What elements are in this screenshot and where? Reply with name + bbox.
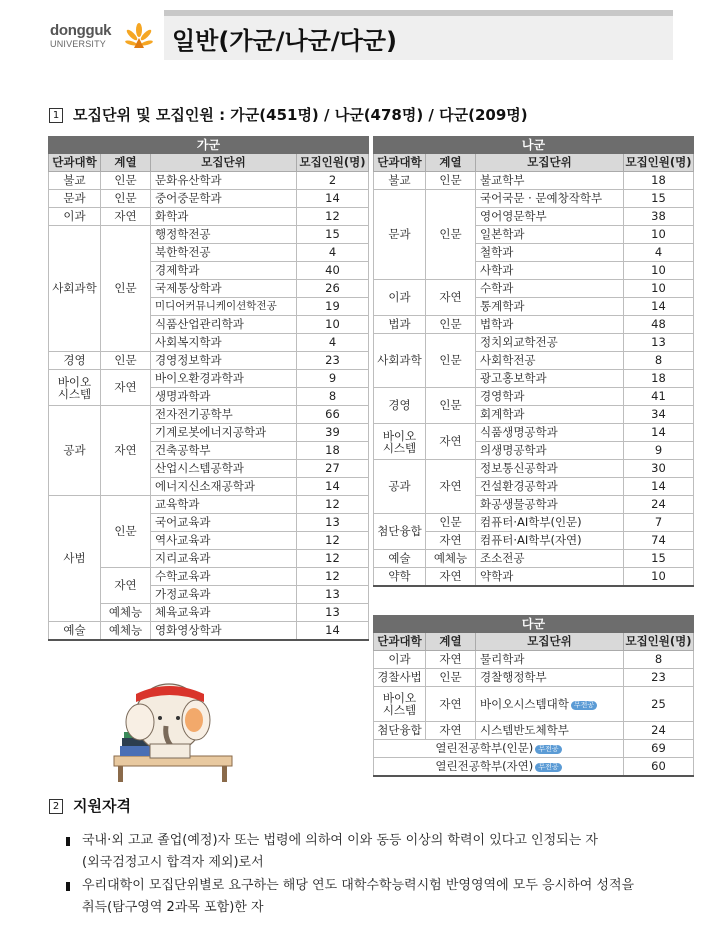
table-caption: 나군 bbox=[374, 137, 694, 154]
table-cell: 74 bbox=[624, 532, 694, 550]
table-row bbox=[374, 460, 694, 478]
table-cell: 산업시스템공학과 bbox=[151, 460, 297, 478]
col-header: 모집단위 bbox=[151, 154, 297, 172]
col-header: 모집인원(명) bbox=[624, 154, 694, 172]
table-cell: 이과 bbox=[374, 280, 426, 316]
table-cell: 체육교육과 bbox=[151, 604, 297, 622]
table-row bbox=[374, 740, 694, 758]
table-cell: 예체능 bbox=[101, 604, 151, 622]
table-row bbox=[374, 550, 694, 568]
table-row bbox=[374, 758, 694, 777]
no-major-badge: 무전공 bbox=[571, 701, 597, 710]
section-2-title: 지원자격 bbox=[73, 797, 131, 815]
table-cell: 9 bbox=[297, 370, 369, 388]
table-row bbox=[374, 388, 694, 406]
table-row bbox=[374, 280, 694, 298]
table-row bbox=[374, 424, 694, 442]
table-cell: 불교학부 bbox=[476, 172, 624, 190]
table-cell: 행정학전공 bbox=[151, 226, 297, 244]
table-cell: 자연 bbox=[426, 460, 476, 514]
table-cell: 66 bbox=[297, 406, 369, 424]
table-cell: 60 bbox=[624, 758, 694, 777]
elephant-mascot-illustration bbox=[104, 660, 234, 785]
logo-subtext: UNIVERSITY bbox=[50, 39, 107, 49]
table-cell: 가정교육과 bbox=[151, 586, 297, 604]
table-cell: 사회학전공 bbox=[476, 352, 624, 370]
table-cell: 조소전공 bbox=[476, 550, 624, 568]
table-cell: 통계학과 bbox=[476, 298, 624, 316]
col-header: 모집인원(명) bbox=[624, 633, 694, 651]
table-cell: 식품생명공학과 bbox=[476, 424, 624, 442]
table-cell: 생명과학과 bbox=[151, 388, 297, 406]
table-cell: 4 bbox=[297, 334, 369, 352]
table-cell: 예술 bbox=[49, 622, 101, 641]
table-cell: 13 bbox=[297, 586, 369, 604]
table-cell: 인문 bbox=[426, 669, 476, 687]
table-cell: 첨단융합 bbox=[374, 514, 426, 550]
table-cell: 이과 bbox=[49, 208, 101, 226]
table-cell: 문과 bbox=[49, 190, 101, 208]
table-cell: 39 bbox=[297, 424, 369, 442]
table-cell: 컴퓨터·AI학부(자연) bbox=[476, 532, 624, 550]
table-cell: 4 bbox=[297, 244, 369, 262]
no-major-badge: 무전공 bbox=[535, 745, 561, 754]
table-cell: 예체능 bbox=[426, 550, 476, 568]
table-cell: 12 bbox=[297, 208, 369, 226]
table-cell: 불교 bbox=[374, 172, 426, 190]
section-1-heading bbox=[49, 104, 528, 125]
table-row bbox=[49, 622, 369, 641]
table-cell: 컴퓨터·AI학부(인문) bbox=[476, 514, 624, 532]
table-row bbox=[49, 172, 369, 190]
section-2-heading bbox=[49, 795, 131, 816]
col-header: 단과대학 bbox=[374, 633, 426, 651]
table-cell: 국제통상학과 bbox=[151, 280, 297, 298]
lotus-icon bbox=[124, 22, 154, 52]
table-row bbox=[49, 226, 369, 244]
table-cell: 8 bbox=[624, 651, 694, 669]
table-cell: 18 bbox=[297, 442, 369, 460]
table-cell: 법학과 bbox=[476, 316, 624, 334]
table-cell: 38 bbox=[624, 208, 694, 226]
table-cell: 기계로봇에너지공학과 bbox=[151, 424, 297, 442]
table-cell: 인문 bbox=[426, 172, 476, 190]
table-cell: 화학과 bbox=[151, 208, 297, 226]
table-cell: 철학과 bbox=[476, 244, 624, 262]
table-cell: 자연 bbox=[426, 280, 476, 316]
page-title: 일반(가군/나군/다군) bbox=[172, 27, 397, 55]
table-cell: 자연 bbox=[101, 406, 151, 496]
table-cell: 자연 bbox=[426, 568, 476, 587]
table-cell: 9 bbox=[624, 442, 694, 460]
table-cell: 북한학전공 bbox=[151, 244, 297, 262]
table-cell: 69 bbox=[624, 740, 694, 758]
table-cell: 지리교육과 bbox=[151, 550, 297, 568]
table-cell: 18 bbox=[624, 370, 694, 388]
table-cell: 4 bbox=[624, 244, 694, 262]
table-cell: 에너지신소재공학과 bbox=[151, 478, 297, 496]
table-cell: 수학교육과 bbox=[151, 568, 297, 586]
table-cell: 48 bbox=[624, 316, 694, 334]
table-cell: 바이오 시스템 bbox=[374, 687, 426, 722]
section-1-title: 모집단위 및 모집인원 : 가군(451명) / 나군(478명) / 다군(209명) bbox=[73, 106, 528, 124]
table-cell: 10 bbox=[297, 316, 369, 334]
col-header: 계열 bbox=[426, 633, 476, 651]
table-cell: 41 bbox=[624, 388, 694, 406]
table-cell: 12 bbox=[297, 496, 369, 514]
table-cell: 12 bbox=[297, 568, 369, 586]
table-cell: 문과 bbox=[374, 190, 426, 280]
table-cell: 회계학과 bbox=[476, 406, 624, 424]
table-cell: 14 bbox=[297, 622, 369, 641]
table-caption: 가군 bbox=[49, 137, 369, 154]
table-cell: 바이오 시스템 bbox=[49, 370, 101, 406]
table-cell: 정치외교학전공 bbox=[476, 334, 624, 352]
table-cell: 사회과학 bbox=[49, 226, 101, 352]
col-header: 모집인원(명) bbox=[297, 154, 369, 172]
table-cell: 광고홍보학과 bbox=[476, 370, 624, 388]
table-cell: 자연 bbox=[426, 424, 476, 460]
table-cell: 의생명공학과 bbox=[476, 442, 624, 460]
table-cell: 역사교육과 bbox=[151, 532, 297, 550]
table-cell: 예체능 bbox=[101, 622, 151, 641]
table-cell: 인문 bbox=[101, 352, 151, 370]
table-cell: 10 bbox=[624, 280, 694, 298]
table-cell: 14 bbox=[624, 424, 694, 442]
table-cell: 전자전기공학부 bbox=[151, 406, 297, 424]
table-cell: 25 bbox=[624, 687, 694, 722]
col-header: 모집단위 bbox=[476, 154, 624, 172]
table-cell: 경찰행정학부 bbox=[476, 669, 624, 687]
table-cell: 건설환경공학과 bbox=[476, 478, 624, 496]
table-cell: 인문 bbox=[426, 388, 476, 424]
table-cell: 19 bbox=[297, 298, 369, 316]
table-cell: 10 bbox=[624, 262, 694, 280]
table-cell: 자연 bbox=[426, 651, 476, 669]
table-cell: 10 bbox=[624, 568, 694, 587]
table-row bbox=[49, 496, 369, 514]
table-row bbox=[49, 370, 369, 388]
table-cell: 경찰사법 bbox=[374, 669, 426, 687]
table-cell: 15 bbox=[624, 550, 694, 568]
table-row bbox=[374, 316, 694, 334]
table-cell: 40 bbox=[297, 262, 369, 280]
table-cell: 13 bbox=[624, 334, 694, 352]
table-cell: 경영 bbox=[49, 352, 101, 370]
table-cell: 14 bbox=[297, 190, 369, 208]
table-cell: 불교 bbox=[49, 172, 101, 190]
table-cell: 8 bbox=[624, 352, 694, 370]
table-cell: 14 bbox=[297, 478, 369, 496]
table-cell: 인문 bbox=[101, 496, 151, 568]
title-box bbox=[164, 16, 673, 60]
table-cell: 영어영문학부 bbox=[476, 208, 624, 226]
table-cell: 열린전공학부(자연) 무전공 bbox=[374, 758, 624, 777]
table-cell: 약학 bbox=[374, 568, 426, 587]
table-cell: 교육학과 bbox=[151, 496, 297, 514]
table-cell: 정보통신공학과 bbox=[476, 460, 624, 478]
table-cell: 시스템반도체학부 bbox=[476, 722, 624, 740]
table-row bbox=[374, 722, 694, 740]
table-cell: 14 bbox=[624, 298, 694, 316]
table-cell: 12 bbox=[297, 550, 369, 568]
table-cell: 예술 bbox=[374, 550, 426, 568]
table-cell: 자연 bbox=[101, 208, 151, 226]
table-row bbox=[49, 190, 369, 208]
table-cell: 12 bbox=[297, 532, 369, 550]
table-cell: 약학과 bbox=[476, 568, 624, 587]
table-cell: 인문 bbox=[101, 172, 151, 190]
table-cell: 첨단융합 bbox=[374, 722, 426, 740]
table-caption: 다군 bbox=[374, 616, 694, 633]
nagun-table bbox=[373, 136, 694, 587]
table-cell: 자연 bbox=[101, 568, 151, 604]
table-cell: 사학과 bbox=[476, 262, 624, 280]
col-header: 모집단위 bbox=[476, 633, 624, 651]
table-cell: 경영정보학과 bbox=[151, 352, 297, 370]
bullet-marker bbox=[66, 837, 70, 846]
table-cell: 경영학과 bbox=[476, 388, 624, 406]
table-cell: 경제학과 bbox=[151, 262, 297, 280]
table-cell: 물리학과 bbox=[476, 651, 624, 669]
table-cell: 사회복지학과 bbox=[151, 334, 297, 352]
table-cell: 이과 bbox=[374, 651, 426, 669]
table-cell: 중어중문학과 bbox=[151, 190, 297, 208]
table-cell: 인문 bbox=[426, 190, 476, 280]
table-cell: 경영 bbox=[374, 388, 426, 424]
table-cell: 인문 bbox=[101, 226, 151, 352]
table-cell: 바이오 시스템 bbox=[374, 424, 426, 460]
table-cell: 13 bbox=[297, 604, 369, 622]
table-cell: 27 bbox=[297, 460, 369, 478]
table-cell: 15 bbox=[297, 226, 369, 244]
table-cell: 34 bbox=[624, 406, 694, 424]
table-cell: 13 bbox=[297, 514, 369, 532]
table-row bbox=[374, 651, 694, 669]
section-number: 2 bbox=[49, 799, 63, 814]
table-cell: 국어교육과 bbox=[151, 514, 297, 532]
table-cell: 23 bbox=[624, 669, 694, 687]
table-cell: 국어국문 · 문예창작학부 bbox=[476, 190, 624, 208]
table-cell: 24 bbox=[624, 496, 694, 514]
table-cell: 법과 bbox=[374, 316, 426, 334]
dongguk-logo[interactable] bbox=[48, 22, 154, 54]
table-cell: 자연 bbox=[426, 532, 476, 550]
table-cell: 건축공학부 bbox=[151, 442, 297, 460]
table-cell: 문화유산학과 bbox=[151, 172, 297, 190]
section-number: 1 bbox=[49, 108, 63, 123]
table-row bbox=[374, 172, 694, 190]
table-cell: 공과 bbox=[374, 460, 426, 514]
table-row bbox=[374, 669, 694, 687]
table-cell: 8 bbox=[297, 388, 369, 406]
table-cell: 2 bbox=[297, 172, 369, 190]
table-cell: 공과 bbox=[49, 406, 101, 496]
gagun-table bbox=[48, 136, 369, 641]
table-cell: 바이오시스템대학 무전공 bbox=[476, 687, 624, 722]
table-cell: 7 bbox=[624, 514, 694, 532]
logo-wordmark: dongguk bbox=[50, 22, 112, 39]
dagun-table bbox=[373, 615, 694, 777]
bullet-marker bbox=[66, 882, 70, 891]
table-cell: 영화영상학과 bbox=[151, 622, 297, 641]
table-cell: 미디어커뮤니케이션학전공 bbox=[151, 298, 297, 316]
table-cell: 일본학과 bbox=[476, 226, 624, 244]
table-cell: 18 bbox=[624, 172, 694, 190]
no-major-badge: 무전공 bbox=[535, 763, 561, 772]
table-cell: 자연 bbox=[101, 370, 151, 406]
table-cell: 화공생물공학과 bbox=[476, 496, 624, 514]
table-cell: 바이오환경과학과 bbox=[151, 370, 297, 388]
table-row bbox=[49, 406, 369, 424]
table-cell: 인문 bbox=[101, 190, 151, 208]
table-cell: 30 bbox=[624, 460, 694, 478]
table-cell: 인문 bbox=[426, 316, 476, 334]
table-cell: 15 bbox=[624, 190, 694, 208]
table-row bbox=[374, 514, 694, 532]
table-row bbox=[374, 687, 694, 722]
col-header: 계열 bbox=[426, 154, 476, 172]
table-cell: 10 bbox=[624, 226, 694, 244]
table-cell: 26 bbox=[297, 280, 369, 298]
table-cell: 사회과학 bbox=[374, 334, 426, 388]
table-cell: 사범 bbox=[49, 496, 101, 622]
table-cell: 열린전공학부(인문) 무전공 bbox=[374, 740, 624, 758]
table-cell: 14 bbox=[624, 478, 694, 496]
table-cell: 자연 bbox=[426, 687, 476, 722]
table-cell: 자연 bbox=[426, 722, 476, 740]
table-row bbox=[374, 190, 694, 208]
table-cell: 인문 bbox=[426, 334, 476, 388]
table-cell: 23 bbox=[297, 352, 369, 370]
table-row bbox=[374, 334, 694, 352]
col-header: 단과대학 bbox=[374, 154, 426, 172]
col-header: 계열 bbox=[101, 154, 151, 172]
table-row bbox=[374, 568, 694, 587]
table-cell: 인문 bbox=[426, 514, 476, 532]
table-cell: 식품산업관리학과 bbox=[151, 316, 297, 334]
table-cell: 24 bbox=[624, 722, 694, 740]
col-header: 단과대학 bbox=[49, 154, 101, 172]
table-cell: 수학과 bbox=[476, 280, 624, 298]
table-row bbox=[49, 208, 369, 226]
table-row bbox=[49, 352, 369, 370]
